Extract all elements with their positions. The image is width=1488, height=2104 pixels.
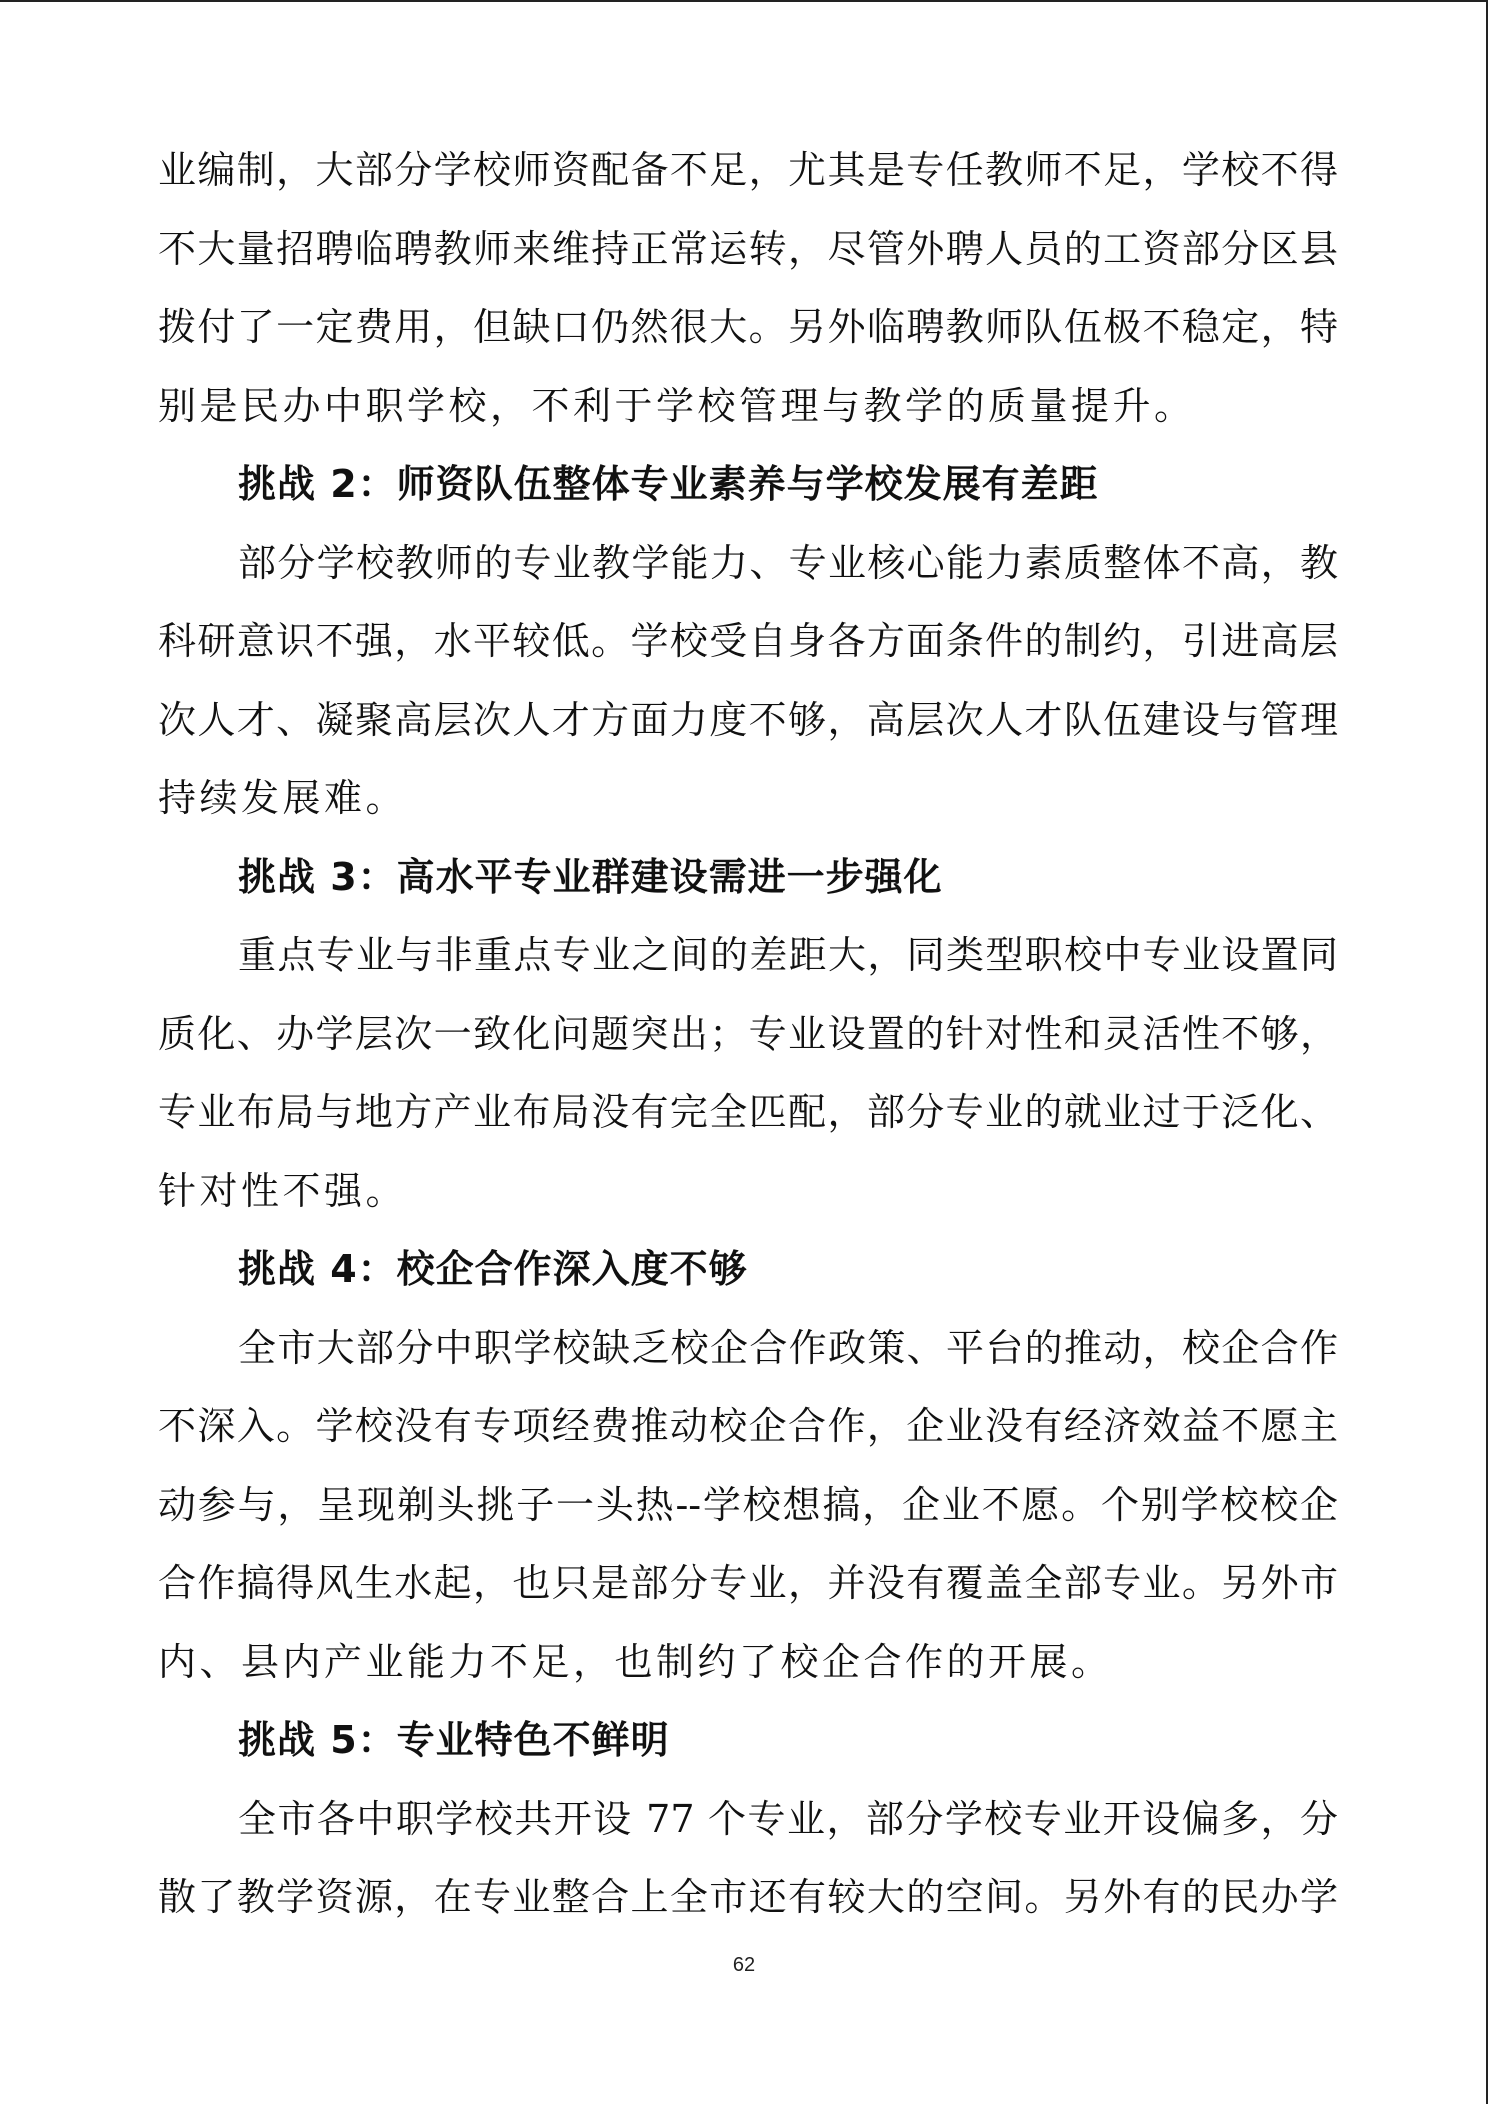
paragraph-line: 次人才、凝聚高层次人才方面力度不够，高层次人才队伍建设与管理 — [158, 697, 1338, 742]
paragraph-line: 科研意识不强，水平较低。学校受自身各方面条件的制约，引进高层 — [158, 619, 1338, 663]
paragraph-line: 全市各中职学校共开设 77 个专业，部分学校专业开设偏多，分 — [238, 1796, 1338, 1841]
paragraph-line: 质化、办学层次一致化问题突出；专业设置的针对性和灵活性不够， — [158, 1011, 1338, 1056]
paragraph-line: 合作搞得风生水起，也只是部分专业，并没有覆盖全部专业。另外市 — [158, 1561, 1338, 1605]
paragraph-line: 内、县内产业能力不足，也制约了校企合作的开展。 — [158, 1639, 1113, 1684]
section-heading: 挑战 5：专业特色不鲜明 — [238, 1718, 670, 1762]
paragraph-line: 拨付了一定费用，但缺口仍然很大。另外临聘教师队伍极不稳定，特 — [158, 305, 1338, 349]
paragraph-line: 散了教学资源，在专业整合上全市还有较大的空间。另外有的民办学 — [158, 1875, 1338, 1919]
paragraph-line: 不深入。学校没有专项经费推动校企合作，企业没有经济效益不愿主 — [158, 1404, 1338, 1448]
paragraph-line: 不大量招聘临聘教师来维持正常运转，尽管外聘人员的工资部分区县 — [158, 226, 1338, 271]
paragraph-line: 部分学校教师的专业教学能力、专业核心能力素质整体不高，教 — [238, 540, 1338, 585]
paragraph-line: 动参与，呈现剃头挑子一头热--学校想搞，企业不愿。个别学校校企 — [158, 1482, 1338, 1527]
section-heading: 挑战 4：校企合作深入度不够 — [238, 1247, 748, 1291]
paragraph-line: 别是民办中职学校，不利于学校管理与教学的质量提升。 — [158, 383, 1196, 428]
section-heading: 挑战 2：师资队伍整体专业素养与学校发展有差距 — [238, 462, 1099, 506]
paragraph-line: 重点专业与非重点专业之间的差距大，同类型职校中专业设置同 — [238, 933, 1338, 977]
paragraph-line: 针对性不强。 — [158, 1168, 408, 1213]
page-number: 62 — [732, 1954, 756, 1976]
paragraph-line: 业编制，大部分学校师资配备不足，尤其是专任教师不足，学校不得 — [158, 148, 1338, 192]
paragraph-line: 专业布局与地方产业布局没有完全匹配，部分专业的就业过于泛化、 — [158, 1090, 1338, 1134]
section-heading: 挑战 3：高水平专业群建设需进一步强化 — [238, 854, 943, 899]
paragraph-line: 全市大部分中职学校缺乏校企合作政策、平台的推动，校企合作 — [238, 1325, 1338, 1370]
paragraph-line: 持续发展难。 — [158, 776, 408, 820]
page-top-border — [0, 0, 1488, 2]
